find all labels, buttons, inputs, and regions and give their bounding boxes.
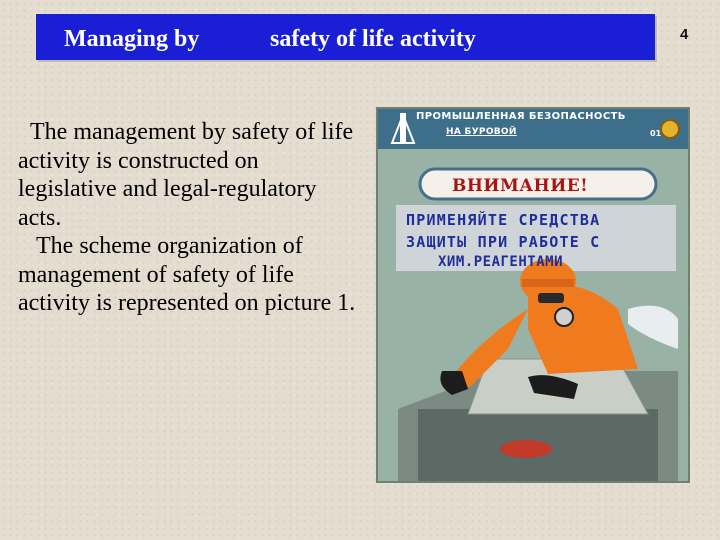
poster-header-line2: НА БУРОВОЙ bbox=[446, 127, 517, 137]
respirator-mask bbox=[555, 308, 573, 326]
poster-illustration bbox=[378, 109, 688, 481]
emblem-icon bbox=[661, 120, 679, 138]
poster-attention: ВНИМАНИЕ! bbox=[452, 176, 589, 196]
reagent-spill bbox=[500, 440, 552, 458]
poster-message-line3: ХИМ.РЕАГЕНТАМИ bbox=[438, 254, 564, 270]
safety-poster-image bbox=[376, 107, 690, 483]
paragraph-1: The management by safety of life activity is constructed on legislative and legal-regulatory acts. bbox=[18, 119, 360, 231]
poster-badge: 01 bbox=[650, 129, 662, 138]
paragraph-2: The scheme organization of management of safety of life activity is represented on picture 1. bbox=[18, 233, 356, 316]
poster-message-line1: ПРИМЕНЯЙТЕ СРЕДСТВА bbox=[406, 211, 601, 229]
title-bar bbox=[36, 14, 655, 60]
safety-goggles bbox=[538, 293, 564, 303]
poster-header-line1: ПРОМЫШЛЕННАЯ БЕЗОПАСНОСТЬ bbox=[416, 111, 626, 122]
body-text bbox=[18, 118, 363, 318]
poster-message-line2: ЗАЩИТЫ ПРИ РАБОТЕ С bbox=[406, 233, 601, 251]
tank-icon bbox=[628, 306, 678, 349]
slide-number: 4 bbox=[680, 26, 689, 43]
helmet-brim bbox=[522, 279, 574, 287]
title-text-part1: Managing by bbox=[64, 26, 200, 52]
title-text-part2: safety of life activity bbox=[270, 26, 476, 52]
